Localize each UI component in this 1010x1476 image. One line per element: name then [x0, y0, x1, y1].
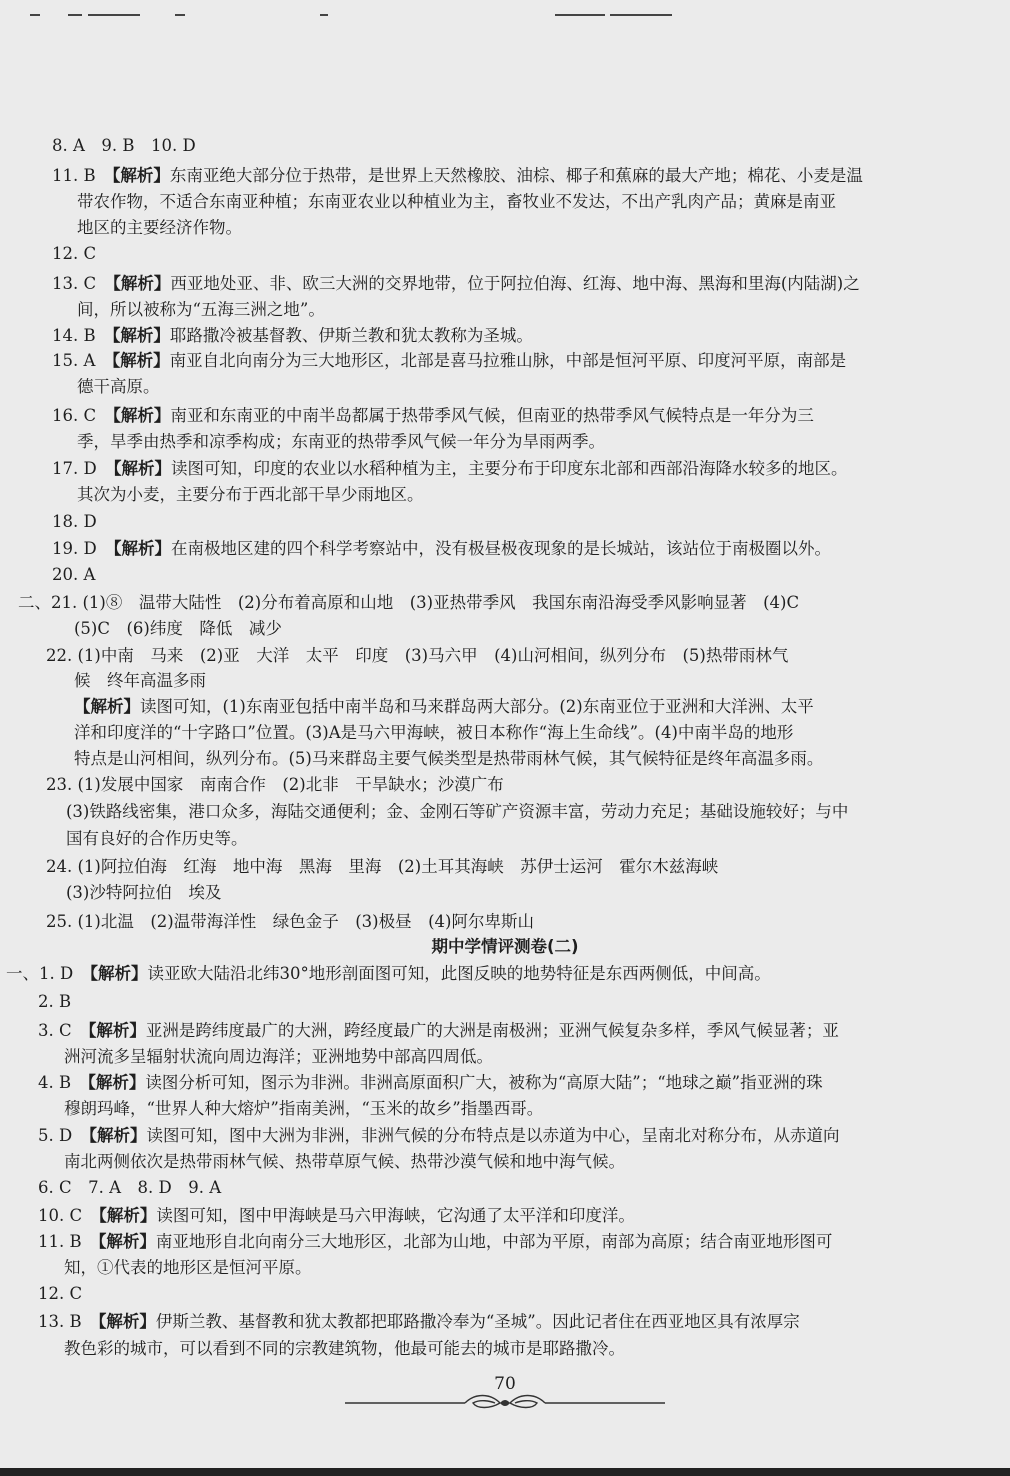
- answer-line: [74, 721, 793, 745]
- answer-text: 6. C 7. A 8. D 9. A: [38, 1178, 222, 1197]
- answer-line: [77, 190, 836, 214]
- answer-line: [46, 773, 504, 797]
- answer-text: 读图可知，图中甲海峡是马六甲海峡，它沟通了太平洋和印度洋。: [156, 1206, 635, 1225]
- answer-text: 10. C: [38, 1206, 99, 1225]
- answer-text: 25. (1)北温 (2)温带海洋性 绿色金子 (3)极昼 (4)阿尔卑斯山: [46, 912, 534, 931]
- answer-line: [64, 1150, 625, 1174]
- answer-text: 12. C: [52, 244, 97, 263]
- answer-line: [38, 1124, 839, 1148]
- answer-text: (3)沙特阿拉伯 埃及: [66, 883, 222, 902]
- answer-text: 一、1. D: [6, 964, 90, 983]
- analysis-keyword: 【解析】: [113, 459, 171, 478]
- answer-line: [6, 962, 771, 986]
- answer-text: 带农作物，不适合东南亚种植；东南亚农业以种植业为主，畜牧业不发达，不出产乳肉产品；黄麻是南亚: [77, 192, 836, 211]
- analysis-keyword: 【解析】: [112, 406, 171, 425]
- answer-text: 11. B: [52, 166, 113, 185]
- answer-text: 5. D: [38, 1126, 89, 1145]
- analysis-keyword: 【解析】: [88, 1021, 146, 1040]
- answer-line: [66, 800, 848, 824]
- answer-line: [46, 644, 788, 668]
- analysis-keyword: 【解析】: [87, 1073, 146, 1092]
- answer-text: 3. C: [38, 1021, 89, 1040]
- answer-line: [38, 1310, 800, 1334]
- analysis-keyword: 【解析】: [113, 539, 171, 558]
- answer-line: [64, 1097, 543, 1121]
- answer-line: [52, 510, 97, 534]
- answer-text: 耶路撒冷被基督教、伊斯兰教和犹太教称为圣城。: [169, 326, 533, 345]
- answer-text: 12. C: [38, 1284, 83, 1303]
- answer-line: [74, 695, 814, 719]
- answer-text: 18. D: [52, 512, 97, 531]
- answer-text: 二、21. (1)⑧ 温带大陆性 (2)分布着高原和山地 (3)亚热带季风 我国东南沿海受季风影响显著 (4)C: [18, 593, 800, 612]
- answer-line: [64, 1256, 312, 1280]
- answer-text: 特点是山河相间，纵列分布。(5)马来群岛主要气候类型是热带雨林气候，其气候特征是终年高温多雨。: [74, 749, 824, 768]
- answer-text: 15. A: [52, 351, 112, 370]
- answer-line: [52, 324, 533, 348]
- answer-line: [52, 404, 814, 428]
- answer-text: 知，①代表的地形区是恒河平原。: [64, 1258, 312, 1277]
- answer-text: 20. A: [52, 565, 96, 584]
- answer-text: 11. B: [38, 1232, 99, 1251]
- answer-line: [52, 164, 863, 188]
- answer-text: 南北两侧依次是热带雨林气候、热带草原气候、热带沙漠气候和地中海气候。: [64, 1152, 625, 1171]
- answer-text: 13. B: [38, 1312, 99, 1331]
- page-ornament-icon: [345, 1393, 665, 1413]
- answer-text: 教色彩的城市，可以看到不同的宗教建筑物，他最可能去的城市是耶路撒冷。: [64, 1339, 625, 1358]
- analysis-keyword: 【解析】: [89, 964, 148, 983]
- answer-line: [46, 855, 718, 879]
- answer-text: 伊斯兰教、基督教和犹太教都把耶路撒冷奉为“圣城”。因此记者住在西亚地区具有浓厚宗: [155, 1312, 800, 1331]
- analysis-keyword: 【解析】: [98, 1312, 156, 1331]
- top-scan-marks: [0, 8, 1010, 24]
- analysis-keyword: 【解析】: [112, 274, 171, 293]
- answer-line: [77, 375, 160, 399]
- answer-line: [38, 1204, 635, 1228]
- analysis-keyword: 【解析】: [88, 1126, 147, 1145]
- answer-line: [38, 1230, 832, 1254]
- answer-line: [74, 747, 823, 771]
- answer-text: 读图可知，图中大洲为非洲，非洲气候的分布特点是以赤道为中心，呈南北对称分布，从赤道向: [146, 1126, 840, 1145]
- answer-text: 读亚欧大陆沿北纬30°地形剖面图可知，此图反映的地势特征是东西两侧低，中间高。: [147, 964, 771, 983]
- answer-line: [18, 591, 799, 615]
- analysis-keyword: 【解析】: [112, 326, 170, 345]
- answer-line: [52, 537, 831, 561]
- answer-line: [52, 272, 860, 296]
- answer-line: [38, 1176, 221, 1200]
- answer-text: 读图可知，印度的农业以水稻种植为主，主要分布于印度东北部和西部沿海降水较多的地区。: [170, 459, 848, 478]
- answer-text: 间，所以被称为“五海三洲之地”。: [77, 300, 325, 319]
- answer-line: [52, 242, 96, 266]
- answer-text: 13. C: [52, 274, 113, 293]
- answer-text: 23. (1)发展中国家 南南合作 (2)北非 干旱缺水；沙漠广布: [46, 775, 504, 794]
- answer-line: [38, 1282, 82, 1306]
- answer-line: [38, 1019, 839, 1043]
- answer-text: 8. A 9. B 10. D: [52, 136, 196, 155]
- answer-text: 洲河流多呈辐射状流向周边海洋；亚洲地势中部高四周低。: [64, 1047, 493, 1066]
- answer-text: 读图分析可知，图示为非洲。非洲高原面积广大，被称为“高原大陆”；“地球之巅”指亚洲的珠: [145, 1073, 823, 1092]
- answer-text: 西亚地处亚、非、欧三大洲的交界地带，位于阿拉伯海、红海、地中海、黑海和里海(内陆湖)之: [170, 274, 860, 293]
- answer-line: [38, 990, 71, 1014]
- bottom-scan-edge: [0, 1468, 1010, 1476]
- answer-line: [66, 881, 221, 905]
- section-heading: 期中学情评测卷(二): [431, 937, 579, 956]
- answer-text: 候 终年高温多雨: [74, 671, 206, 690]
- answer-line: [66, 827, 248, 851]
- answer-text: 14. B: [52, 326, 113, 345]
- answer-line: [52, 457, 847, 481]
- analysis-keyword: 【解析】: [111, 351, 170, 370]
- answer-text: 地区的主要经济作物。: [77, 218, 242, 237]
- answer-text: 24. (1)阿拉伯海 红海 地中海 黑海 里海 (2)土耳其海峡 苏伊士运河 霍尔木兹海峡: [46, 857, 719, 876]
- answer-line: [64, 1337, 625, 1361]
- answer-text: 洋和印度洋的“十字路口”位置。(3)A是马六甲海峡，被日本称作“海上生命线”。(4)中南半岛的地形: [74, 723, 794, 742]
- answer-line: [77, 216, 242, 240]
- answer-line: [64, 1045, 493, 1069]
- answer-line: [77, 298, 325, 322]
- answer-line: [77, 430, 605, 454]
- answer-text: 南亚和东南亚的中南半岛都属于热带季风气候，但南亚的热带季风气候特点是一年分为三: [170, 406, 814, 425]
- answer-text: 季，旱季由热季和凉季构成；东南亚的热带季风气候一年分为旱雨两季。: [77, 432, 605, 451]
- analysis-keyword: 【解析】: [98, 1232, 156, 1251]
- answer-text: 4. B: [38, 1073, 88, 1092]
- answer-line: [46, 910, 534, 934]
- answer-line: [77, 483, 424, 507]
- answer-text: (3)铁路线密集，港口众多，海陆交通便利；金、金刚石等矿产资源丰富，劳动力充足；基础设施较好；与中: [66, 802, 849, 821]
- answer-text: 东南亚绝大部分位于热带，是世界上天然橡胶、油棕、椰子和蕉麻的最大产地；棉花、小麦是温: [169, 166, 863, 185]
- answer-text: 穆朗玛峰，“世界人种大熔炉”指南美洲，“玉米的故乡”指墨西哥。: [64, 1099, 544, 1118]
- answer-text: (5)C (6)纬度 降低 减少: [74, 619, 282, 638]
- answer-text: 亚洲是跨纬度最广的大洲，跨经度最广的大洲是南极洲；亚洲气候复杂多样，季风气候显著；亚: [145, 1021, 839, 1040]
- answer-line: [74, 617, 282, 641]
- answer-text: 22. (1)中南 马来 (2)亚 大洋 太平 印度 (3)马六甲 (4)山河相间，纵列分布 (5)热带雨林气: [46, 646, 789, 665]
- answer-line: [38, 1071, 823, 1095]
- answer-text: 南亚自北向南分为三大地形区，北部是喜马拉雅山脉，中部是恒河平原、印度河平原，南部是: [169, 351, 847, 370]
- page-number: 70: [494, 1374, 516, 1394]
- answer-text: 在南极地区建的四个科学考察站中，没有极昼极夜现象的是长城站，该站位于南极圈以外。: [170, 539, 831, 558]
- answer-line: [52, 563, 95, 587]
- analysis-keyword: 【解析】: [74, 697, 140, 716]
- answer-text: 德干高原。: [77, 377, 160, 396]
- answer-text: 16. C: [52, 406, 113, 425]
- answer-text: 2. B: [38, 992, 72, 1011]
- answer-text: 17. D: [52, 459, 114, 478]
- answer-text: 南亚地形自北向南分三大地形区，北部为山地，中部为平原，南部为高原；结合南亚地形图可: [155, 1232, 833, 1251]
- answer-text: 国有良好的合作历史等。: [66, 829, 248, 848]
- answer-text: 其次为小麦，主要分布于西北部干旱少雨地区。: [77, 485, 424, 504]
- analysis-keyword: 【解析】: [98, 1206, 157, 1225]
- answer-line: [52, 349, 846, 373]
- answer-line: [52, 134, 196, 158]
- answer-text: 读图可知，(1)东南亚包括中南半岛和马来群岛两大部分。(2)东南亚位于亚洲和大洋洲、太平: [140, 697, 814, 716]
- analysis-keyword: 【解析】: [112, 166, 170, 185]
- answer-line: [74, 669, 206, 693]
- answer-text: 19. D: [52, 539, 114, 558]
